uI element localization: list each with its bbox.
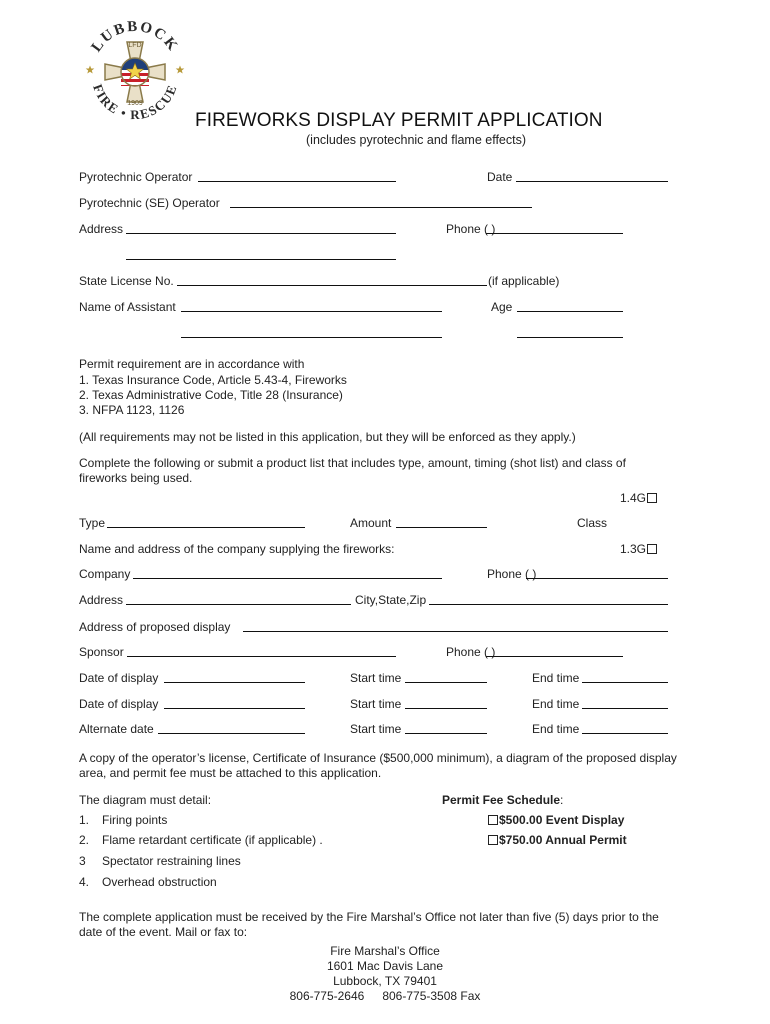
city-state-zip-field[interactable]: [429, 604, 668, 605]
date-field[interactable]: [516, 181, 668, 182]
class-14g-label: 1.4G: [620, 491, 647, 505]
company-address-label: Address: [79, 593, 124, 607]
pyro-operator-label: Pyrotechnic Operator: [79, 170, 193, 184]
end-time-label: End time: [532, 697, 580, 711]
start-time-label: Start time: [350, 697, 402, 711]
end-time-field[interactable]: [582, 708, 668, 709]
age-label: Age: [491, 300, 513, 314]
state-license-label: State License No.: [79, 274, 174, 288]
address-label: Address: [79, 222, 124, 236]
diagram-item: Firing points: [102, 813, 168, 827]
office-name: Fire Marshal’s Office: [330, 944, 440, 958]
sponsor-field[interactable]: [127, 656, 396, 657]
diagram-item-num: 1.: [79, 813, 90, 827]
end-time-field[interactable]: [582, 733, 668, 734]
logo-text-top: LUBBOCK: [88, 18, 182, 56]
sponsor-label: Sponsor: [79, 645, 124, 659]
requirements-note: (All requirements may not be listed in this application, but they will be enforced as they apply.): [79, 430, 576, 444]
diagram-item-num: 4.: [79, 875, 90, 889]
fee-schedule-colon: :: [560, 793, 564, 807]
complete-instructions: Complete the following or submit a product list that includes type, amount, timing (shot list) and class of fireworks being used.: [79, 456, 626, 485]
address-field[interactable]: [126, 233, 396, 234]
checkbox-icon[interactable]: [647, 544, 657, 554]
checkbox-icon[interactable]: [647, 493, 657, 503]
diagram-item-num: 2.: [79, 833, 90, 847]
fee-schedule-heading: [442, 793, 563, 807]
event-fee-option[interactable]: [487, 813, 624, 827]
diagram-item: Flame retardant certificate (if applicable) .: [102, 833, 323, 847]
date-of-display-label: Date of display: [79, 671, 159, 685]
start-time-label: Start time: [350, 671, 402, 685]
end-time-label: End time: [532, 671, 580, 685]
pyro-se-operator-field[interactable]: [230, 207, 532, 208]
logo-emblem: [80, 14, 190, 124]
star-icon: [176, 66, 185, 74]
diagram-item: Spectator restraining lines: [102, 854, 241, 868]
fee-schedule-title: Permit Fee Schedule: [442, 793, 561, 807]
end-time-label: End time: [532, 722, 580, 736]
logo-badge: LFD: [128, 42, 142, 49]
diagram-item-num: 3: [79, 854, 86, 868]
star-icon: [86, 66, 95, 74]
diagram-item: Overhead obstruction: [102, 875, 217, 889]
requirements-intro: Permit requirement are in accordance with: [79, 357, 305, 371]
amount-field[interactable]: [396, 527, 487, 528]
company-address-field[interactable]: [126, 604, 351, 605]
page-title: FIREWORKS DISPLAY PERMIT APPLICATION: [195, 110, 603, 131]
company-phone-field[interactable]: [526, 578, 668, 579]
requirement-item: 3. NFPA 1123, 1126: [79, 403, 185, 417]
date-of-display-field[interactable]: [164, 708, 305, 709]
date-label: Date: [487, 170, 513, 184]
state-license-field[interactable]: [177, 285, 487, 286]
company-phone-label: Phone ( ): [487, 567, 537, 581]
checkbox-icon[interactable]: [488, 815, 498, 825]
display-address-field[interactable]: [243, 631, 668, 632]
lubbock-fire-rescue-logo: [80, 14, 190, 124]
class-label: Class: [577, 516, 608, 530]
event-fee-label: $500.00 Event Display: [499, 813, 625, 827]
maltese-cross-icon: [105, 42, 165, 102]
date-of-display-label: Date of display: [79, 697, 159, 711]
if-applicable-label: (if applicable): [488, 274, 560, 288]
phone-label: Phone ( ): [446, 222, 496, 236]
start-time-field[interactable]: [405, 682, 487, 683]
logo-text-bottom: FIRE • RESCUE: [90, 82, 180, 123]
address-line-2-field[interactable]: [126, 259, 396, 260]
pyro-se-operator-label: Pyrotechnic (SE) Operator: [79, 196, 220, 210]
office-contact: [0, 989, 770, 1003]
end-time-field[interactable]: [582, 682, 668, 683]
office-phone: 806-775-2646: [289, 989, 365, 1003]
pyro-operator-field[interactable]: [198, 181, 396, 182]
amount-label: Amount: [350, 516, 392, 530]
display-address-label: Address of proposed display: [79, 620, 231, 634]
office-fax: 806-775-3508 Fax: [382, 989, 481, 1003]
annual-fee-label: $750.00 Annual Permit: [499, 833, 627, 847]
start-time-label: Start time: [350, 722, 402, 736]
assistant-field-2[interactable]: [181, 337, 442, 338]
submission-notice: The complete application must be received by the Fire Marshal’s Office not later than five (5) days prior to the date of the event. Mail or fax to:: [79, 910, 659, 939]
phone-field[interactable]: [486, 233, 623, 234]
company-field[interactable]: [133, 578, 442, 579]
start-time-field[interactable]: [405, 708, 487, 709]
annual-fee-option[interactable]: [487, 833, 627, 847]
sponsor-phone-label: Phone ( ): [446, 645, 496, 659]
city-state-zip-label: City,State,Zip: [355, 593, 427, 607]
checkbox-icon[interactable]: [488, 835, 498, 845]
sponsor-phone-field[interactable]: [486, 656, 623, 657]
office-city: Lubbock, TX 79401: [333, 974, 437, 988]
type-field[interactable]: [107, 527, 305, 528]
diagram-heading: The diagram must detail:: [79, 793, 212, 807]
requirement-item: 1. Texas Insurance Code, Article 5.43-4, Fireworks: [79, 373, 347, 387]
alternate-date-label: Alternate date: [79, 722, 154, 736]
age-field-2[interactable]: [517, 337, 623, 338]
class-13g-label: 1.3G: [620, 542, 647, 556]
class-14g-option[interactable]: [620, 491, 658, 505]
logo-year: 1909: [127, 100, 143, 107]
assistant-label: Name of Assistant: [79, 300, 176, 314]
page-subtitle: (includes pyrotechnic and flame effects): [306, 133, 527, 147]
class-13g-option[interactable]: [620, 542, 658, 556]
company-label: Company: [79, 567, 131, 581]
supplier-label: Name and address of the company supplying the fireworks:: [79, 542, 395, 556]
date-of-display-field[interactable]: [164, 682, 305, 683]
type-label: Type: [79, 516, 106, 530]
assistant-field[interactable]: [181, 311, 442, 312]
age-field[interactable]: [517, 311, 623, 312]
requirement-item: 2. Texas Administrative Code, Title 28 (Insurance): [79, 388, 343, 402]
alternate-date-field[interactable]: [158, 733, 305, 734]
attachments-note: A copy of the operator’s license, Certificate of Insurance ($500,000 minimum), a diagram of the proposed display area, and permit fee must be attached to this application.: [79, 751, 677, 780]
office-street: 1601 Mac Davis Lane: [326, 959, 444, 973]
start-time-field[interactable]: [405, 733, 487, 734]
